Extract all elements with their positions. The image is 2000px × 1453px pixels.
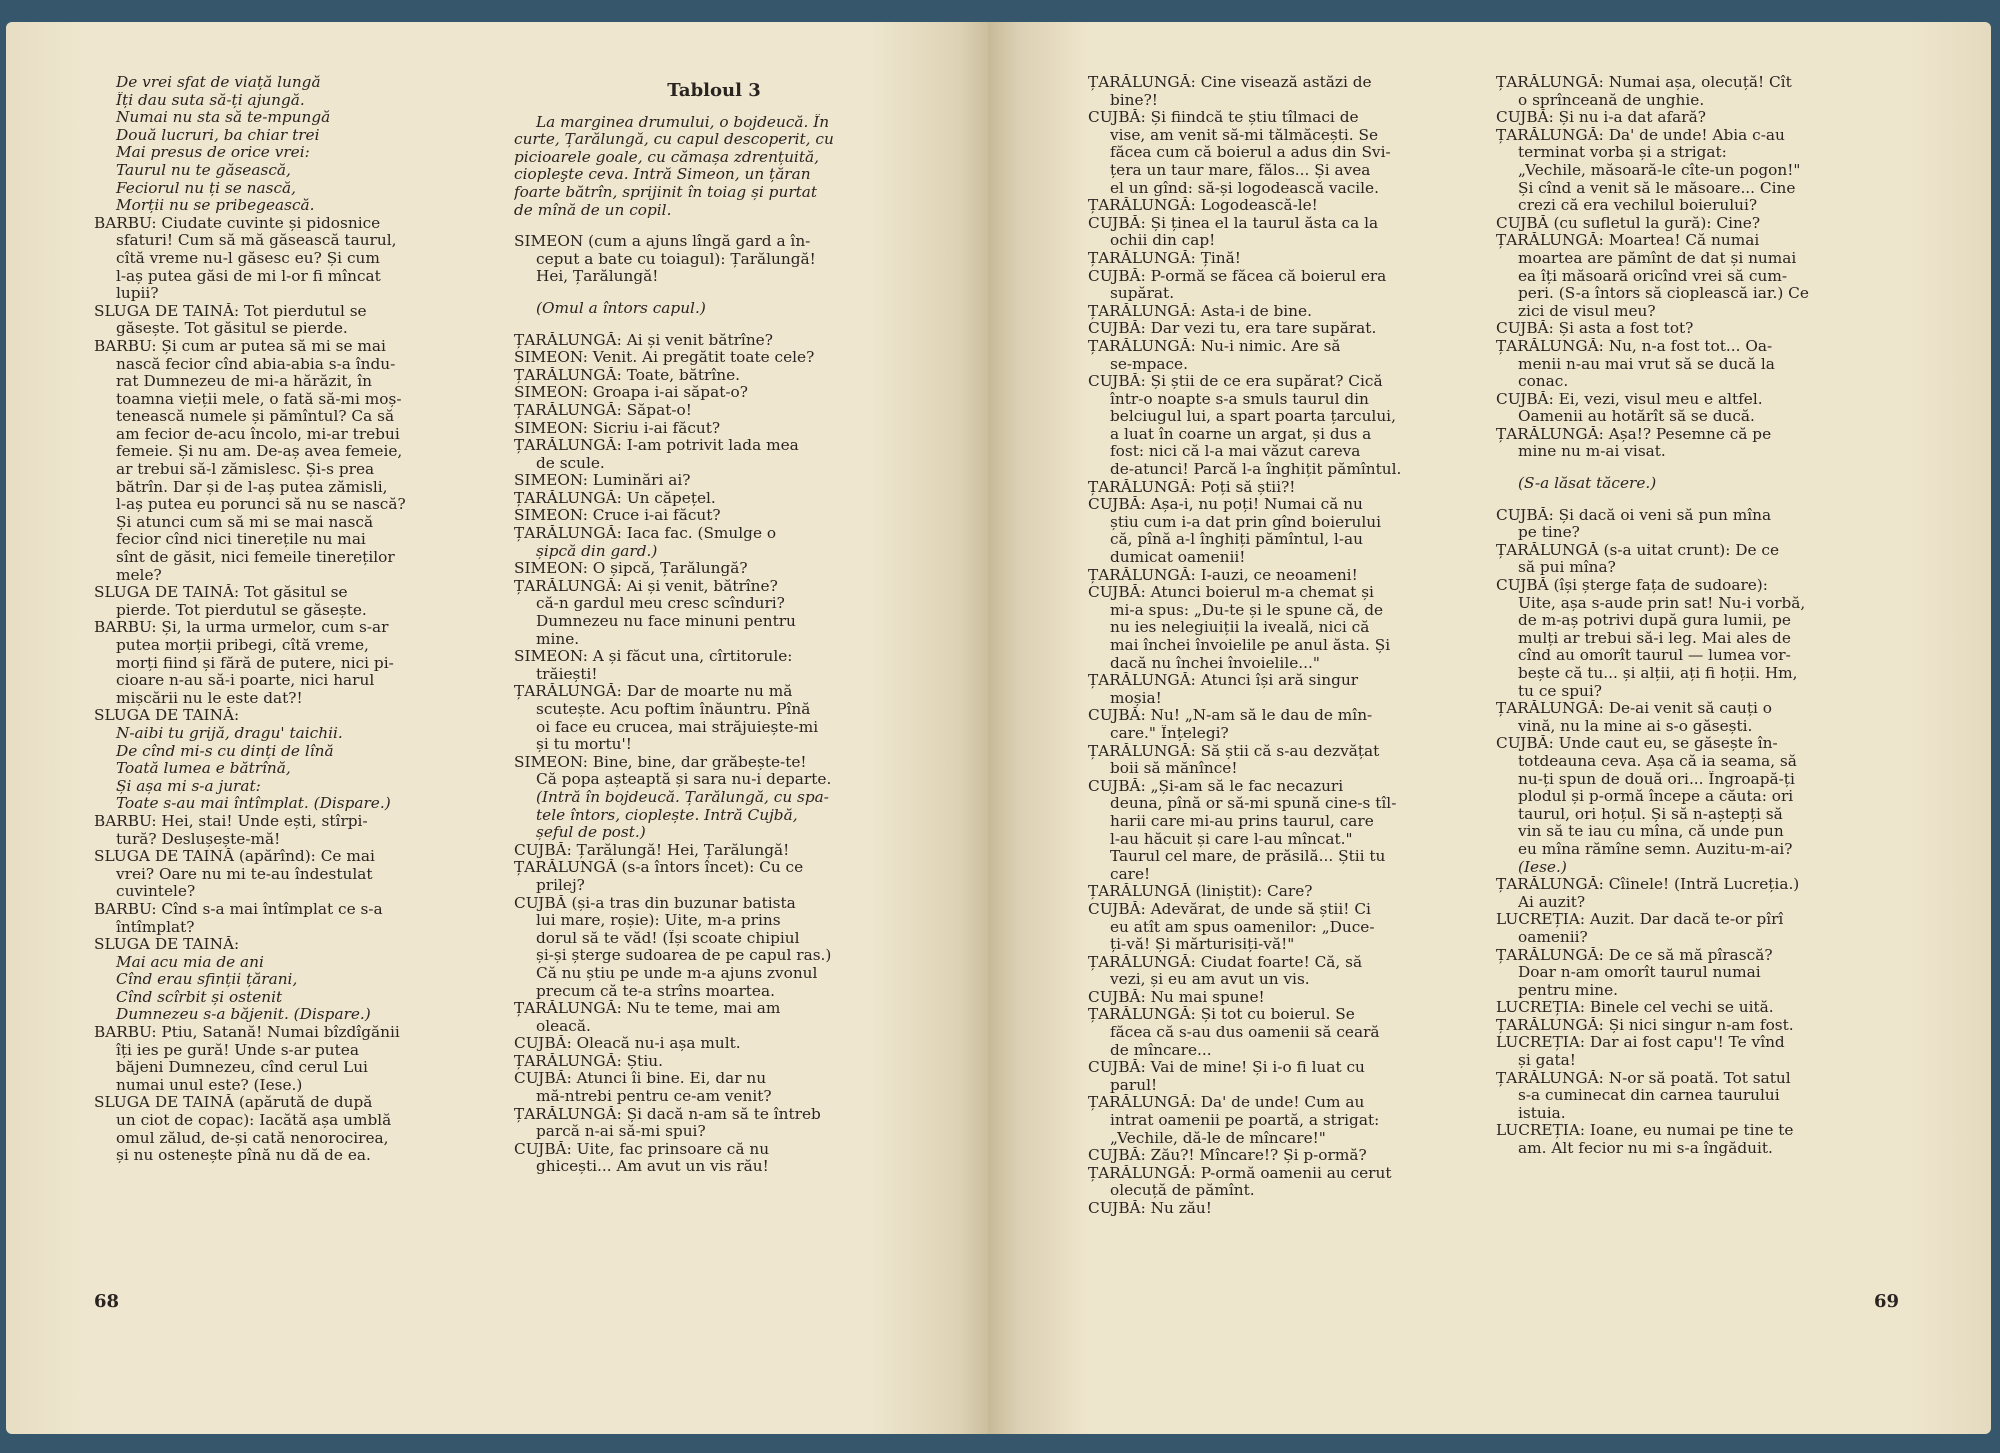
text-line: SIMEON: O șipcă, Țarălungă? xyxy=(514,560,748,578)
text-line: și gata! xyxy=(1518,1052,1576,1070)
text-line: SIMEON: Sicriu i-ai făcut? xyxy=(514,419,721,437)
text-line: de m-aș potrivi după gura lumii, pe xyxy=(1518,612,1791,630)
text-line: nu-ți spun de două ori... Îngroapă-ți xyxy=(1518,770,1795,788)
text-line: CUJBĂ: Vai de mine! Și i-o fi luat cu xyxy=(1088,1059,1365,1077)
text-line: Mai acu mia de ani xyxy=(116,953,264,971)
text-line: Și atunci cum să mi se mai nască xyxy=(116,513,374,531)
text-line: LUCREȚIA: Ioane, eu numai pe tine te xyxy=(1496,1122,1794,1140)
text-line: vină, nu la mine ai s-o găsești. xyxy=(1518,717,1753,735)
text-line: nu ies nelegiuiții la iveală, nici că xyxy=(1110,619,1370,637)
text-line: CUJBĂ: Și ținea el la taurul ăsta ca la xyxy=(1088,214,1379,232)
spacer xyxy=(1496,461,1886,475)
text-line: l-aș putea găsi de mi l-or fi mîncat xyxy=(116,267,381,285)
text-line: am. Alt fecior nu mi s-a îngăduit. xyxy=(1518,1140,1773,1158)
text-line: Toată lumea e bătrînă, xyxy=(116,760,291,778)
text-line: LUCREȚIA: Dar ai fost capu'! Te vînd xyxy=(1496,1034,1785,1052)
text-line: „Vechile, măsoară-le cîte-un pogon!" xyxy=(1518,161,1801,179)
text-line: de mînă de un copil. xyxy=(514,201,672,219)
text-line: Îți dau suta să-ți ajungă. xyxy=(116,91,305,109)
text-line: ȚARĂLUNGĂ: Logodească-le! xyxy=(1088,197,1318,215)
text-line: ȚARĂLUNGĂ: Țină! xyxy=(1088,249,1241,267)
text-line: moșia! xyxy=(1110,689,1162,707)
text-line: bătrîn. Dar și de l-aș putea zămisli, xyxy=(116,478,388,496)
text-line: dumicat oamenii! xyxy=(1110,549,1246,567)
text-line: curte, Țarălungă, cu capul descoperit, cu xyxy=(514,131,834,149)
text-line: sînt de găsit, nici femeile tinereților xyxy=(116,549,395,567)
text-line: ȚARĂLUNGĂ: Cine visează astăzi de xyxy=(1088,74,1372,91)
text-line: ți-vă! Și mărturisiți-vă!" xyxy=(1110,936,1295,954)
text-line: Și așa mi s-a jurat: xyxy=(116,777,261,795)
text-line: sfaturi! Cum să mă găsească taurul, xyxy=(116,232,397,250)
text-line: mine nu m-ai visat. xyxy=(1518,443,1666,461)
text-line: CUJBĂ: Și asta a fost tot? xyxy=(1496,320,1694,338)
text-line: SLUGA DE TAINĂ (apărută de după xyxy=(94,1094,373,1112)
text-line: ȚARĂLUNGĂ (liniștit): Care? xyxy=(1088,883,1313,901)
text-line: ȚARĂLUNGĂ: Toate, bătrîne. xyxy=(514,366,740,384)
text-line: că-n gardul meu cresc scînduri? xyxy=(536,595,785,613)
text-line: zici de visul meu? xyxy=(1518,302,1656,320)
text-line: (Intră în bojdeucă. Țarălungă, cu spa- xyxy=(536,788,829,806)
text-line: Feciorul nu ți se nască, xyxy=(116,179,297,197)
text-line: moartea are pămînt de dat și numai xyxy=(1518,249,1797,267)
text-line: ȚARĂLUNGĂ: Așa!? Pesemne că pe xyxy=(1496,425,1772,443)
text-line: SLUGA DE TAINĂ: Tot găsitul se xyxy=(94,584,348,602)
text-line: putea morții pribegi, cîtă vreme, xyxy=(116,637,369,654)
text-line: CUJBĂ: Unde caut eu, se găsește în- xyxy=(1496,735,1778,753)
text-line: ȚARĂLUNGĂ: Atunci își ară singur xyxy=(1088,672,1359,690)
text-line: vezi, și eu am avut un vis. xyxy=(1110,971,1310,989)
text-line: și nu ostenește pînă nu dă de ea. xyxy=(116,1147,371,1165)
text-line: eu mîna rămîne semn. Auzitu-m-ai? xyxy=(1518,840,1793,858)
text-line: mi-a spus: „Du-te și le spune că, de xyxy=(1110,601,1384,619)
text-line: cînd au omorît taurul — lumea vor- xyxy=(1518,647,1791,665)
text-line: dorul să te văd! (Își scoate chipiul xyxy=(536,929,800,947)
text-line: fecior cînd nici tinerețile nu mai xyxy=(116,531,366,549)
text-line: a luat în coarne un argat, și dus a xyxy=(1110,425,1372,443)
text-line: ȚARĂLUNGĂ: De-ai venit să cauți o xyxy=(1496,700,1772,718)
text-line: Ai auzit? xyxy=(1518,893,1586,911)
text-line: ȚARĂLUNGĂ: I-am potrivit lada mea xyxy=(514,437,799,455)
text-line: BARBU: Cînd s-a mai întîmplat ce s-a xyxy=(94,900,383,918)
text-line: ȚARĂLUNGĂ: Iaca fac. (Smulge o xyxy=(514,525,777,543)
text-line: l-au hăcuit și care l-au mîncat." xyxy=(1110,830,1353,848)
text-line: CUJBĂ: Și dacă oi veni să pun mîna xyxy=(1496,506,1772,524)
text-line: făcea cum că boierul a adus din Svi- xyxy=(1110,144,1391,162)
text-line: SIMEON: Groapa i-ai săpat-o? xyxy=(514,384,748,402)
text-line: SLUGA DE TAINĂ: xyxy=(94,707,240,725)
text-line: CUJBĂ: Și nu i-a dat afară? xyxy=(1496,109,1706,127)
text-line: tu ce spui? xyxy=(1518,682,1602,700)
text-line: cuvintele? xyxy=(116,883,196,901)
text-column-1 xyxy=(94,74,492,1165)
text-line: peri. (S-a întors să cioplească iar.) Ce xyxy=(1518,285,1809,303)
text-line: Oamenii au hotărît să se ducă. xyxy=(1518,408,1755,426)
text-line: de mîncare... xyxy=(1110,1041,1212,1059)
text-line: picioarele goale, cu cămașa zdrențuită, xyxy=(514,148,819,166)
text-line: CUJBĂ: „Și-am să le fac necazuri xyxy=(1088,777,1344,795)
text-line: (S-a lăsat tăcere.) xyxy=(1518,475,1657,493)
text-line: ȚARĂLUNGĂ: Poți să știi?! xyxy=(1088,478,1296,496)
text-line: Uite, așa s-aude prin sat! Nu-i vorbă, xyxy=(1518,594,1806,612)
text-line: terminat vorba și a strigat: xyxy=(1518,144,1727,162)
text-line: Dumnezeu nu face minuni pentru xyxy=(536,613,796,631)
text-line: vrei? Oare nu mi te-au îndestulat xyxy=(116,865,373,883)
text-line: ȚARĂLUNGĂ: Nu te teme, mai am xyxy=(514,1000,781,1018)
text-line: Taurul cel mare, de prăsilă... Știi tu xyxy=(1110,848,1386,866)
text-line: am fecior de-acu încolo, mi-ar trebui xyxy=(116,425,400,443)
text-line: cîtă vreme nu-l găsesc eu? Și cum xyxy=(116,249,380,267)
text-line: o sprînceană de unghie. xyxy=(1518,91,1705,109)
text-line: Două lucruri, ba chiar trei xyxy=(116,126,320,144)
text-line: de-atunci! Parcă l-a înghițit pămîntul. xyxy=(1110,461,1402,479)
text-line: SIMEON: Luminări ai? xyxy=(514,472,691,490)
text-line: ghicești... Am avut un vis rău! xyxy=(536,1158,769,1176)
text-line: BARBU: Ptiu, Satană! Numai bîzdîgănii xyxy=(94,1024,400,1042)
text-column-2 xyxy=(514,74,914,1176)
text-line: Că popa așteaptă și sara nu-i departe. xyxy=(536,771,832,789)
text-line: șipcă din gard.) xyxy=(536,542,658,560)
text-line: CUJBĂ: P-ormă se făcea că boierul era xyxy=(1088,267,1387,285)
text-line: conac. xyxy=(1518,373,1569,391)
text-line: numai unul este? (Iese.) xyxy=(116,1076,303,1094)
text-line: CUJBĂ (își șterge fața de sudoare): xyxy=(1496,577,1768,595)
text-line: CUJBĂ: Adevărat, de unde să știi! Ci xyxy=(1088,900,1371,918)
text-line: pe tine? xyxy=(1518,524,1580,542)
text-line: ȚARĂLUNGĂ: I-auzi, ce neoameni! xyxy=(1088,566,1358,584)
text-line: oleacă. xyxy=(536,1017,591,1035)
text-line: el un gînd: să-și logodească vacile. xyxy=(1110,179,1379,197)
text-line: într-o noapte s-a smuls taurul din xyxy=(1110,390,1369,408)
text-line: CUJBĂ: Dar vezi tu, era tare supărat. xyxy=(1088,320,1377,338)
text-line: tură? Deslușește-mă! xyxy=(116,830,281,848)
text-line: De vrei sfat de viață lungă xyxy=(116,74,321,91)
text-line: s-a cuminecat din carnea taurului xyxy=(1518,1087,1780,1105)
text-line: Și cînd a venit să le măsoare... Cine xyxy=(1518,179,1796,197)
text-line: omul zălud, de-și cată nenorocirea, xyxy=(116,1129,389,1147)
text-line: trăiești! xyxy=(536,665,598,683)
text-line: ȚARĂLUNGĂ: Nu-i nimic. Are să xyxy=(1088,337,1341,355)
text-line: femeie. Și nu am. De-aș avea femeie, xyxy=(116,443,403,461)
page-number-right: 69 xyxy=(1873,1291,1899,1312)
text-line: oamenii? xyxy=(1518,928,1588,946)
text-line: boii să mănînce! xyxy=(1110,760,1238,778)
text-line: ochii din cap! xyxy=(1110,232,1216,250)
text-line: CUJBĂ: Zău?! Mîncare!? Și p-ormă? xyxy=(1088,1147,1367,1165)
text-line: ea îți măsoară oricînd vrei să cum- xyxy=(1518,267,1787,285)
text-line: SIMEON: Venit. Ai pregătit toate cele? xyxy=(514,349,815,367)
text-line: LUCREȚIA: Auzit. Dar dacă te-or pîrî xyxy=(1496,911,1784,929)
text-line: toamna vieții mele, o fată să-mi moș- xyxy=(116,390,402,408)
text-line: crezi că era vechilul boierului? xyxy=(1518,197,1758,215)
text-line: morți fiind și fără de putere, nici pi- xyxy=(116,654,394,672)
text-line: vin să te iau cu mîna, că unde pun xyxy=(1518,823,1784,841)
text-line: bine?! xyxy=(1110,91,1158,109)
text-line: pentru mine. xyxy=(1518,981,1619,999)
text-line: mele? xyxy=(116,566,162,584)
text-line: precum că te-a strîns moartea. xyxy=(536,982,775,1000)
open-book xyxy=(6,8,1994,1443)
text-line: prilej? xyxy=(536,876,585,894)
text-line: nască fecior cînd abia-abia s-a îndu- xyxy=(116,355,396,373)
text-line: harii care mi-au prins taurul, care xyxy=(1110,812,1374,830)
text-line: SIMEON: Bine, bine, dar grăbește-te! xyxy=(514,753,807,771)
text-line: taurul, ori hoțul. Și să n-aștepți să xyxy=(1518,805,1783,823)
text-line: foarte bătrîn, sprijinit în toiag și purtat xyxy=(514,183,818,201)
text-line: plodul și p-ormă începe a căuta: ori xyxy=(1518,788,1794,806)
text-column-4 xyxy=(1496,74,1886,1158)
text-line: Toate s-au mai întîmplat. (Dispare.) xyxy=(116,795,391,813)
text-line: BARBU: Și, la urma urmelor, cum s-ar xyxy=(94,619,389,637)
text-line: cioare n-au să-i poarte, nici harul xyxy=(116,672,375,690)
text-line: lupii? xyxy=(116,285,159,303)
text-line: „Vechile, dă-le de mîncare!" xyxy=(1110,1129,1326,1147)
text-line: ȚARĂLUNGĂ: Da' de unde! Abia c-au xyxy=(1496,126,1785,144)
text-line: BARBU: Hei, stai! Unde ești, stîrpi- xyxy=(94,812,368,830)
text-line: Hei, Țarălungă! xyxy=(536,268,659,286)
text-line: băjeni Dumnezeu, cînd cerul Lui xyxy=(116,1059,368,1077)
text-line: lui mare, roșie): Uite, m-a prins xyxy=(536,912,781,930)
spacer xyxy=(514,219,914,233)
text-line: ȚARĂLUNGĂ: P-ormă oamenii au cerut xyxy=(1088,1164,1392,1182)
text-line: CUJBĂ: Și fiindcă te știu tîlmaci de xyxy=(1088,109,1359,127)
text-line: care! xyxy=(1110,865,1151,883)
text-line: că, pînă a-l înghiți pămîntul, l-au xyxy=(1110,531,1363,549)
text-line: parcă n-ai să-mi spui? xyxy=(536,1123,706,1141)
text-line: rat Dumnezeu de mi-a hărăzit, în xyxy=(116,373,373,391)
text-line: (Omul a întors capul.) xyxy=(536,299,706,317)
text-line: ceput a bate cu toiagul): Țarălungă! xyxy=(536,250,816,268)
text-line: țera un taur mare, fălos... Și avea xyxy=(1110,161,1371,179)
text-line: BARBU: Ciudate cuvinte și pidosnice xyxy=(94,214,381,232)
text-line: scutește. Acu poftim înăuntru. Pînă xyxy=(536,701,811,718)
text-line: ȚARĂLUNGĂ: De ce să mă pîrască? xyxy=(1496,946,1773,964)
text-line: CUJBĂ (și-a tras din buzunar batista xyxy=(514,894,796,912)
text-line: CUJBĂ: Nu mai spune! xyxy=(1088,988,1265,1006)
text-line: CUJBĂ: Oleacă nu-i așa mult. xyxy=(514,1035,741,1053)
text-line: ȚARĂLUNGĂ: Să știi că s-au dezvățat xyxy=(1088,742,1380,760)
text-line: ȚARĂLUNGĂ: Moartea! Că numai xyxy=(1496,232,1760,250)
text-line: Dumnezeu s-a băjenit. (Dispare.) xyxy=(116,1006,371,1024)
text-line: ȚARĂLUNGĂ: N-or să poată. Tot satul xyxy=(1496,1069,1791,1087)
text-line: ȚARĂLUNGĂ: Da' de unde! Cum au xyxy=(1088,1094,1365,1112)
text-line: mai închei învoielile pe anul ăsta. Și xyxy=(1110,637,1391,654)
text-line: CUJBĂ: Uite, fac prinsoare că nu xyxy=(514,1140,770,1158)
text-line: ȚARĂLUNGĂ: Asta-i de bine. xyxy=(1088,302,1312,320)
text-line: care." Înțelegi? xyxy=(1110,724,1229,742)
text-line: mișcării nu le este dat?! xyxy=(116,689,303,707)
text-line: ȚARĂLUNGĂ: Și dacă n-am să te întreb xyxy=(514,1105,821,1123)
text-line: ȚARĂLUNGĂ: Și nici singur n-am fost. xyxy=(1496,1016,1794,1034)
text-line: oi face eu crucea, mai străjuiește-mi xyxy=(536,718,819,736)
text-line: supărat. xyxy=(1110,285,1175,303)
text-line: și tu mortu'! xyxy=(536,736,632,754)
text-line: un ciot de copac): Iacătă așa umblă xyxy=(116,1112,392,1130)
text-line: eu atît am spus oamenilor: „Duce- xyxy=(1110,918,1375,936)
text-line: CUJBĂ (cu sufletul la gură): Cine? xyxy=(1496,214,1761,232)
text-line: tele întors, cioplește. Intră Cujbă, xyxy=(536,806,798,824)
text-line: ȚARĂLUNGĂ (s-a uitat crunt): De ce xyxy=(1496,541,1780,559)
scene-title: Tabloul 3 xyxy=(667,80,761,101)
text-line: Doar n-am omorît taurul numai xyxy=(1518,964,1761,982)
text-line: mă-ntrebi pentru ce-am venit? xyxy=(536,1088,772,1106)
spacer xyxy=(514,286,914,300)
text-line: făcea că s-au dus oamenii să ceară xyxy=(1110,1024,1380,1042)
text-line: mine. xyxy=(536,630,580,648)
text-line: ȚARĂLUNGĂ: Săpat-o! xyxy=(514,401,692,419)
text-line: Numai nu sta să te-mpungă xyxy=(116,109,331,127)
text-line: CUJBĂ: Nu! „N-am să le dau de mîn- xyxy=(1088,707,1373,725)
text-line: intrat oamenii pe poartă, a strigat: xyxy=(1110,1112,1380,1130)
text-line: SIMEON: Cruce i-ai făcut? xyxy=(514,507,721,525)
text-line: fost: nici că l-a mai văzut careva xyxy=(1110,443,1361,461)
text-line: totdeauna ceva. Așa că ia seama, să xyxy=(1518,752,1797,770)
text-line: deuna, pînă or să-mi spună cine-s tîl- xyxy=(1110,795,1397,813)
text-line: pierde. Tot pierdutul se găsește. xyxy=(116,601,367,619)
text-line: De cînd mi-s cu dinți de lînă xyxy=(116,742,334,760)
spacer xyxy=(1496,493,1886,507)
text-line: dacă nu închei învoielile..." xyxy=(1110,654,1320,672)
page-number-left: 68 xyxy=(94,1291,120,1312)
text-line: vise, am venit să-mi tălmăcești. Se xyxy=(1110,126,1379,144)
text-line: (Iese.) xyxy=(1518,858,1567,876)
text-line: tenească numele și pămîntul? Ca să xyxy=(116,408,395,426)
text-line: CUJBĂ: Nu zău! xyxy=(1088,1200,1212,1217)
text-line: SIMEON (cum a ajuns lîngă gard a în- xyxy=(514,233,811,251)
text-column-3 xyxy=(1088,74,1478,1218)
text-line: CUJBĂ: Așa-i, nu poți! Numai că nu xyxy=(1088,496,1363,514)
text-line: se-mpace. xyxy=(1110,355,1188,373)
text-line: ȚARĂLUNGĂ: Ciudat foarte! Că, să xyxy=(1088,953,1363,971)
text-line: BARBU: Și cum ar putea să mi se mai xyxy=(94,337,386,355)
text-line: ar trebui să-l zămislesc. Și-s prea xyxy=(116,461,375,479)
spacer xyxy=(514,318,914,332)
text-line: Cînd erau sfinții țărani, xyxy=(116,971,298,989)
text-line: LUCREȚIA: Binele cel vechi se uită. xyxy=(1496,999,1774,1017)
text-line: Cînd scîrbit și ostenit xyxy=(116,988,283,1006)
text-line: și-și șterge sudoarea de pe capul ras.) xyxy=(536,947,832,965)
text-line: ȚARĂLUNGĂ (s-a întors încet): Cu ce xyxy=(514,859,804,877)
text-line: CUJBĂ: Atunci boierul m-a chemat și xyxy=(1088,584,1374,602)
text-line: SIMEON: A și făcut una, cîrtitorule: xyxy=(514,648,793,666)
text-line: ȚARĂLUNGĂ: Cîinele! (Intră Lucreția.) xyxy=(1496,876,1800,894)
text-line: ȚARĂLUNGĂ: Și tot cu boierul. Se xyxy=(1088,1006,1355,1024)
text-line: ȚARĂLUNGĂ: Nu, n-a fost tot... Oa- xyxy=(1496,337,1773,355)
text-line: îți ies pe gură! Unde s-ar putea xyxy=(116,1041,359,1059)
text-line: știu cum i-a dat prin gînd boierului xyxy=(1110,513,1382,531)
text-line: Mai presus de orice vrei: xyxy=(116,144,310,162)
text-line: șeful de post.) xyxy=(536,824,646,842)
text-line: CUJBĂ: Atunci îi bine. Ei, dar nu xyxy=(514,1070,767,1088)
text-line: mulți ar trebui să-i leg. Mai ales de xyxy=(1518,629,1791,647)
text-line: să pui mîna? xyxy=(1518,559,1616,577)
text-line: ȚARĂLUNGĂ: Ai și venit bătrîne? xyxy=(514,331,773,349)
text-line: SLUGA DE TAINĂ (apărînd): Ce mai xyxy=(94,848,375,866)
text-line: Taurul nu te găsească, xyxy=(116,161,291,179)
text-line: La marginea drumului, o bojdeucă. În xyxy=(536,113,830,131)
text-line: SLUGA DE TAINĂ: xyxy=(94,936,240,954)
text-line: întîmplat? xyxy=(116,918,195,936)
text-line: CUJBĂ: Și știi de ce era supărat? Cică xyxy=(1088,373,1383,391)
text-line: de scule. xyxy=(536,454,605,472)
text-line: menii n-au mai vrut să se ducă la xyxy=(1518,355,1775,373)
text-line: Că nu știu pe unde m-a ajuns zvonul xyxy=(536,964,818,982)
text-line: ciopleşte ceva. Intră Simeon, un țăran xyxy=(514,166,811,184)
text-line: ȚARĂLUNGĂ: Dar de moarte nu mă xyxy=(514,683,793,701)
text-line: Morții nu se pribegească. xyxy=(116,197,315,215)
text-line: parul! xyxy=(1110,1076,1158,1094)
text-line: bește că tu... și alții, ați fi hoții. Hm, xyxy=(1518,665,1798,682)
text-line: l-aș putea eu porunci să nu se nască? xyxy=(116,496,406,514)
right-page xyxy=(988,22,1991,1434)
text-line: belciugul lui, a spart poarta țarcului, xyxy=(1110,408,1396,426)
text-line: SLUGA DE TAINĂ: Tot pierdutul se xyxy=(94,302,367,320)
text-line: ȚARĂLUNGĂ: Numai așa, olecuță! Cît xyxy=(1496,74,1792,91)
left-page xyxy=(6,22,988,1434)
text-line: ȚARĂLUNGĂ: Știu. xyxy=(514,1052,663,1070)
text-line: istuia. xyxy=(1518,1104,1566,1122)
text-line: ȚARĂLUNGĂ: Un căpețel. xyxy=(514,489,716,507)
text-line: ȚARĂLUNGĂ: Ai și venit, bătrîne? xyxy=(514,577,778,595)
text-line: N-aibi tu grijă, dragu' taichii. xyxy=(116,724,343,742)
text-line: găsește. Tot găsitul se pierde. xyxy=(116,320,348,338)
text-line: CUJBĂ: Ei, vezi, visul meu e altfel. xyxy=(1496,390,1763,408)
text-line: olecuță de pămînt. xyxy=(1110,1182,1255,1200)
text-line: CUJBĂ: Țarălungă! Hei, Țarălungă! xyxy=(514,841,790,859)
